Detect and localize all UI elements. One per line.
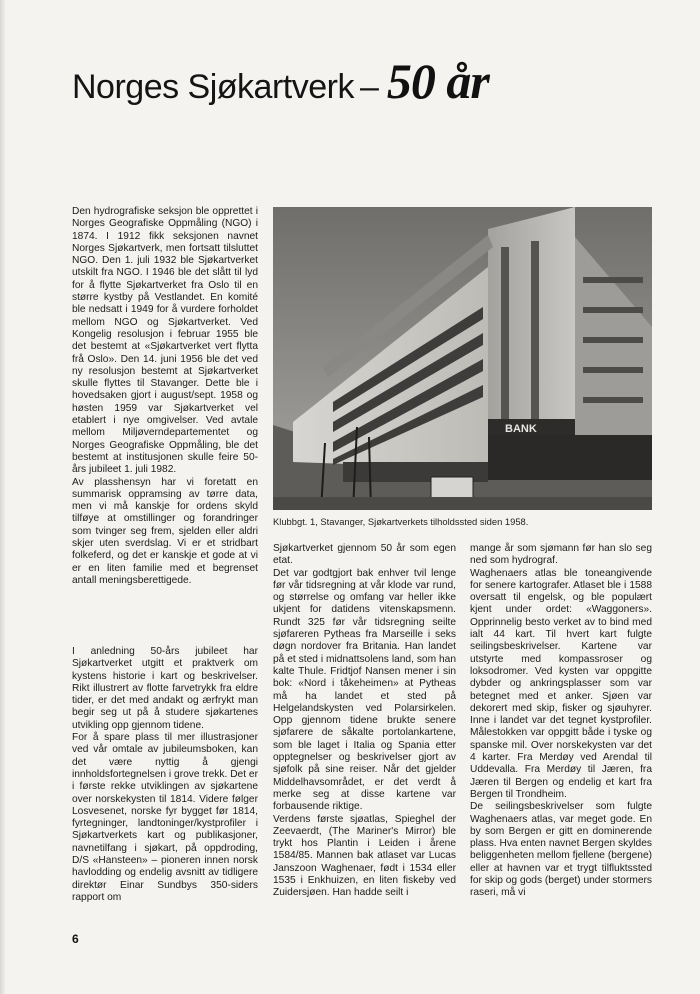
page-edge <box>0 0 6 994</box>
paragraph: Den hydrografiske seksjon ble opprettet i Norges Geografiske Oppmåling (NGO) i 1874. I 1912 fikk seksjonen navnet Norges Sjøkartverk, men fortsatt tilsluttet NGO. Den 1. juli 1932 ble Sjøkartverket utskilt fra NGO. I 1946 ble det slått til lyd for å flytte Sjøkartverket fra Oslo til en større kystby på Vestlandet. En komité ble nedsatt i 1949 for å vurdere forholdet mellom NGO og Sjøkartverket. Ved Kongelig resolusjon i februar 1955 ble det bestemt at «Sjøkartverket vert flytta frå Oslo». Den 14. juni 1956 ble det ved ny resolusjon bestemt at Sjøkartverket skulle flyttes til Stavanger. Dette ble i hovedsaken gjort i august/sept. 1958 og høsten 1959 var Sjøkartverket vel etablert i nye omgivelser. Ved avtale mellom Miljøverndepartementet og Norges Geografiske Oppmåling, ble det bestemt at institusjonen skulle feire 50-års jubileet 1. juli 1982. <box>72 206 258 476</box>
page-number: 6 <box>72 932 79 946</box>
paragraph: Sjøkartverket gjennom 50 år som egen etat. <box>273 543 456 567</box>
paragraph: Det var godtgjort bak enhver tvil lenge før vår tidsregning at vår klode var rund, og størrelse og omfang var heller ikke ukjent for datidens vitenskapsmenn. Rundt 325 før vår tidsregning seilte sjøfareren Pytheas fra Marseille i seks døgn nordover fra Britania. Han landet på et sted i midnattsolens land, som han kalte Thule. Fridtjof Nansen mener i sin bok: «Nord i tåkeheimen» at Pytheas må ha landet et sted på Helgelandskysten ved Polarsirkelen. Opp gjennom tidene brukte senere sjøfarere de såkalte portolankartene, som ble laget i Italia og Spania etter opptegnelser og beskrivelser gjort av sjøfolk på sine reiser. Når det gjelder Middelhavsområdet, er det verdt å merke seg at disse kartene var forbausende riktige. <box>273 567 456 813</box>
column-2 <box>273 543 456 900</box>
headline-years: 50 år <box>386 53 489 109</box>
headline-dash: – <box>359 68 379 106</box>
page-headline <box>72 52 489 112</box>
paragraph: Verdens første sjøatlas, Spieghel der Zeevaerdt, (The Mariner's Mirror) ble trykt hos Plantin i Leiden i årene 1584/85. Mannen bak atlaset var Lucas Janszoon Waghenaer, født i 1534 eller 1535 i Enkhuizen, en liten fiskeby ved Zuidersjøen. Han hadde seilt i <box>273 813 456 899</box>
building-photo <box>273 207 652 510</box>
column-1-bottom <box>72 646 258 904</box>
paragraph: De seilingsbeskrivelser som fulgte Waghenaers atlas, var meget gode. En by som Bergen er gitt en dominerende plass. Hva enten navnet Bergen skyldes beliggenheten mellom fjellene (bergene) eller at havnen var et trygt tilfluktssted for skip og gods (berget) under stormers raseri, må vi <box>470 801 652 899</box>
column-3 <box>470 543 652 900</box>
paragraph: For å spare plass til mer illustrasjoner ved vår omtale av jubileumsboken, kan det være nyttig å gjengi innholdsfortegnelsen i grove trekk. Det er i første rekke utviklingen av sjøkartene over norskekysten til 1814. Videre følger Losvesenet, norske fyr bygget før 1814, fyrtegninger, landtoninger/kystprofiler i Sjøkartverkets kart og publikasjoner, navnetilfang i sjøkart, på oppdroding, D/S «Hansteen» – pioneren innen norsk havlodding og endelig avsnitt av tidligere direktør Einar Sundbys 350-siders rapport om <box>72 732 258 903</box>
photo-caption: Klubbgt. 1, Stavanger, Sjøkartverkets tilholdssted siden 1958. <box>273 516 529 527</box>
office-building-photo <box>273 207 652 510</box>
bank-sign: BANK <box>505 423 537 435</box>
paragraph: mange år som sjømann før han slo seg ned som hydrograf. <box>470 543 652 567</box>
paragraph: I anledning 50-års jubileet har Sjøkartverket utgitt et praktverk om kystens historie i kart og beskrivelser. Rikt illustrert av flotte farvetrykk fra eldre tider, er det med andakt og ærfrykt man begir seg ut på å studere sjøkartenes utvikling opp gjennom tidene. <box>72 646 258 731</box>
paragraph: Waghenaers atlas ble toneangivende for senere kartografer. Atlaset ble i 1588 oversatt til engelsk, og ble populært kjent under ordet: «Waggoners». Opprinnelig besto verket av to bind med ialt 44 kart. Til hvert kart fulgte seilingsbeskrivelser. Kartene var utstyrte med kompassroser og loksodromer. Ved kysten var oppgitte dybder og ankringsplasser som var betegnet med et anker. Sjøen var dekorert med skip, fisker og sjøuhyrer. Inne i landet var det tegnet kystprofiler. Målestokken var oppgitt både i tyske og spanske mil. Over norskekysten var det 4 karter. Fra Merdøy ved Arendal til Uddevalla. Fra Merdøy til Jæren, fra Jæren til Bergen og endelig et kart fra Bergen til Trondheim. <box>470 567 652 800</box>
column-1-top <box>72 206 258 587</box>
headline-title: Norges Sjøkartverk <box>72 68 354 106</box>
paragraph: Av plasshensyn har vi foretatt en summarisk oppramsing av tørre data, men vi må kanskje for ordens skyld tilføye at omstillinger og forandringer som tvinger seg frem, sjelden eller aldri skjer uten sverdslag. Vi er et stridbart folkeferd, og det er kanskje et gode at vi er en liten familie med et begrenset antall meningsberettigede. <box>72 476 258 586</box>
